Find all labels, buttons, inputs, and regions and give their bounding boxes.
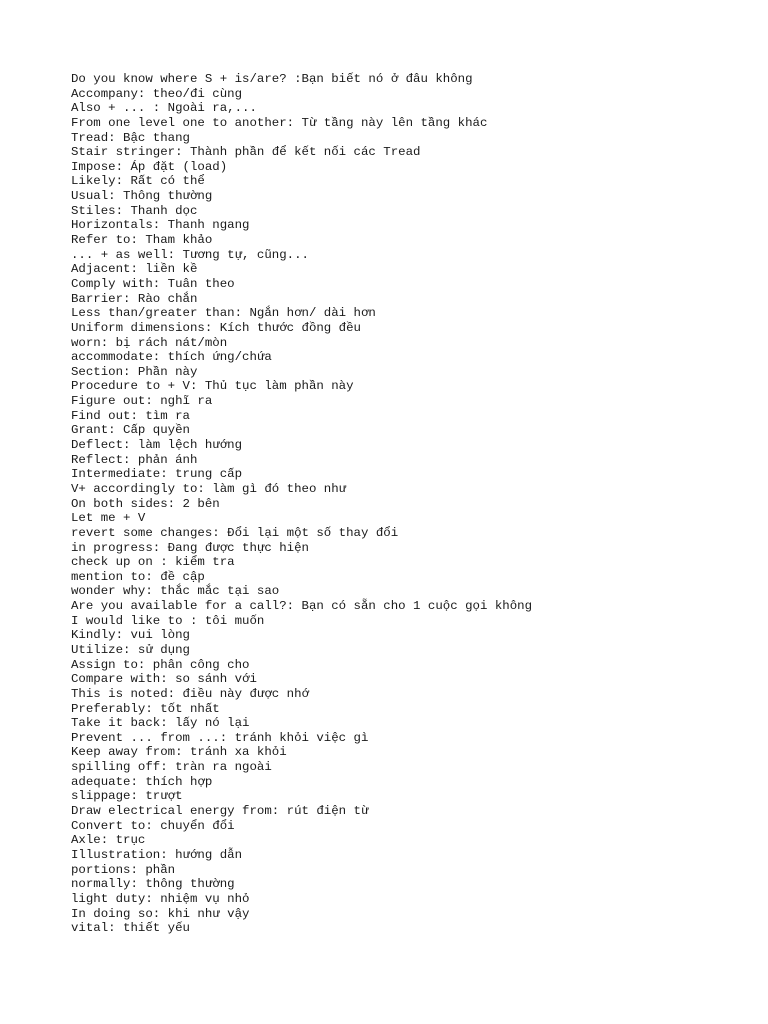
vocab-line: accommodate: thích ứng/chứa: [71, 350, 272, 365]
vocab-line: I would like to : tôi muốn: [71, 613, 265, 628]
vocabulary-list: [71, 72, 751, 936]
vocab-line: in progress: Đang được thực hiện: [71, 540, 309, 555]
vocab-line: V+ accordingly to: làm gì đó theo như: [71, 481, 347, 496]
vocab-line: wonder why: thắc mắc tại sao: [71, 584, 280, 599]
vocab-line: mention to: đề cập: [71, 569, 205, 584]
vocab-line: Stair stringer: Thành phần để kết nối các Tread: [71, 145, 421, 160]
vocab-line: Keep away from: tránh xa khỏi: [71, 745, 287, 760]
vocab-line: Grant: Cấp quyền: [71, 423, 190, 438]
vocab-line: portions: phần: [71, 862, 176, 877]
vocab-line: Figure out: nghĩ ra: [71, 394, 213, 409]
vocab-line: Adjacent: liền kề: [71, 262, 198, 277]
vocab-line: Reflect: phản ánh: [71, 452, 198, 467]
vocab-line: Convert to: chuyển đổi: [71, 818, 235, 833]
vocab-line: vital: thiết yếu: [71, 921, 190, 936]
vocab-line: Compare with: so sánh với: [71, 672, 257, 687]
vocab-line: On both sides: 2 bên: [71, 496, 220, 511]
vocab-line: From one level one to another: Từ tầng này lên tầng khác: [71, 115, 488, 130]
vocab-line: Barrier: Rào chắn: [71, 291, 198, 306]
vocab-line: Section: Phần này: [71, 364, 198, 379]
vocab-line: This is noted: điều này được nhớ: [71, 686, 309, 701]
vocab-line: Preferably: tốt nhất: [71, 701, 220, 716]
vocab-line: Draw electrical energy from: rút điện từ: [71, 804, 369, 819]
vocab-line: Also + ... : Ngoài ra,...: [71, 101, 257, 116]
vocab-line: Do you know where S + is/are? :Bạn biết nó ở đâu không: [71, 72, 473, 86]
vocab-line: Procedure to + V: Thủ tục làm phần này: [71, 379, 354, 394]
vocab-line: spilling off: tràn ra ngoài: [71, 760, 272, 775]
vocab-line: Kindly: vui lòng: [71, 628, 190, 643]
vocab-line: normally: thông thường: [71, 877, 235, 892]
vocab-line: Are you available for a call?: Bạn có sẵn cho 1 cuộc gọi không: [71, 599, 533, 614]
vocab-line: ... + as well: Tương tự, cũng...: [71, 247, 309, 262]
vocab-line: Usual: Thông thường: [71, 189, 213, 204]
vocab-line: light duty: nhiệm vụ nhỏ: [71, 891, 250, 906]
vocab-line: Axle: trục: [71, 833, 146, 848]
vocab-line: Refer to: Tham khảo: [71, 233, 213, 248]
vocab-line: Horizontals: Thanh ngang: [71, 218, 250, 233]
vocab-line: check up on : kiểm tra: [71, 555, 235, 570]
vocab-line: Find out: tìm ra: [71, 408, 190, 423]
vocab-line: Likely: Rất có thể: [71, 174, 205, 189]
vocab-line: In doing so: khi như vậy: [71, 906, 250, 921]
vocab-line: Tread: Bậc thang: [71, 130, 190, 145]
vocab-line: revert some changes: Đổi lại một số thay đổi: [71, 525, 399, 540]
vocab-line: Utilize: sử dụng: [71, 642, 190, 657]
vocab-line: Deflect: làm lệch hướng: [71, 438, 243, 453]
vocab-line: Intermediate: trung cấp: [71, 467, 243, 482]
vocab-line: worn: bị rách nát/mòn: [71, 335, 228, 350]
vocab-line: Less than/greater than: Ngắn hơn/ dài hơn: [71, 306, 376, 321]
vocab-line: Comply with: Tuân theo: [71, 276, 235, 291]
vocab-line: slippage: trượt: [71, 789, 183, 804]
vocab-line: Accompany: theo/đi cùng: [71, 86, 243, 101]
vocab-line: Assign to: phân công cho: [71, 657, 250, 672]
vocab-line: Prevent ... from ...: tránh khỏi việc gì: [71, 730, 369, 745]
vocab-line: Illustration: hướng dẫn: [71, 847, 243, 862]
vocab-line: Stiles: Thanh dọc: [71, 203, 198, 218]
vocab-line: Uniform dimensions: Kích thước đồng đều: [71, 320, 361, 335]
vocab-line: adequate: thích hợp: [71, 774, 213, 789]
vocab-line: Take it back: lấy nó lại: [71, 716, 250, 731]
vocab-line: Let me + V: [71, 511, 146, 526]
vocab-line: Impose: Áp đặt (load): [71, 159, 228, 174]
